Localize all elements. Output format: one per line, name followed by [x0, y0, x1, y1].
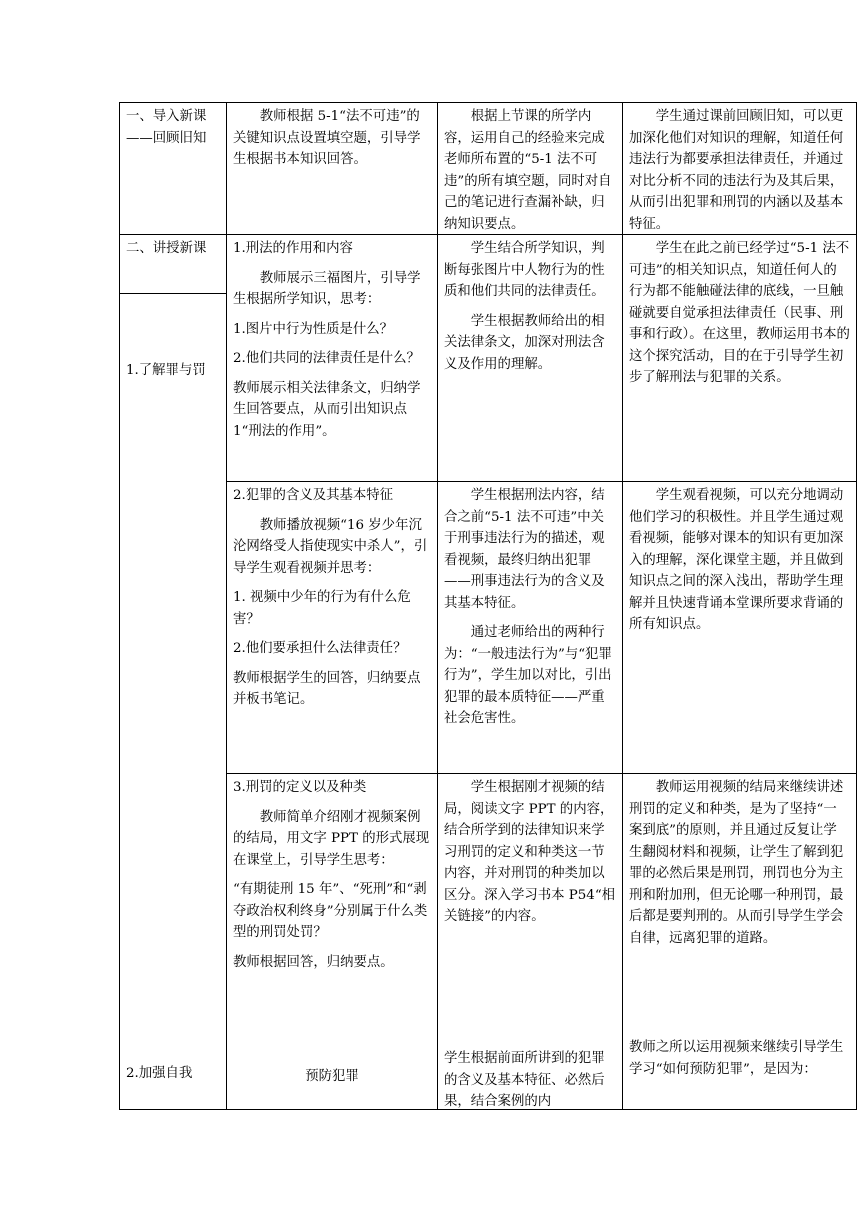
row2-teacher-summary: 教师展示相关法律条文，归纳学生回答要点，从而引出知识点 1“刑法的作用”。	[233, 380, 421, 439]
row2-intent-cell	[623, 235, 856, 397]
row4-student-cell	[438, 774, 622, 936]
row4-student-text-2: 学生根据前面所讲到的犯罪的含义及基本特征、必然后果，结合案例的内	[444, 1051, 605, 1109]
row3-teacher-summary: 教师根据学生的回答，归纳要点并板书笔记。	[233, 670, 421, 707]
row3-intent-cell	[623, 482, 856, 644]
row2-teacher-text: 教师展示三福图片，引导学生根据所学知识，思考：	[233, 270, 421, 307]
row4-stage-cell	[120, 1060, 226, 1093]
row1-teacher-text: 教师根据 5-1“法不可违”的关键知识点设置填空题，引导学生根据书本知识回答。	[233, 109, 421, 167]
row4-prevention-cell	[227, 1063, 437, 1096]
row4-teacher-heading: 3.刑罚的定义以及种类	[233, 780, 367, 795]
row1-student-text: 根据上节课的所学内容，运用自己的经验来完成老师所布置的“5-1 法不可违”的所有填空题，同时对自己的笔记进行查漏补缺，归纳知识要点。	[444, 109, 612, 232]
row1-intent-cell	[623, 103, 856, 243]
row4-teacher-cell	[227, 774, 437, 981]
row3-student-text-2: 通过老师给出的两种行为：“一般违法行为”与“犯罪行为”，学生加以对比，引出犯罪的最本质特征——严重社会危害性。	[444, 625, 612, 726]
row3-teacher-text: 教师播放视频“16 岁少年沉沦网络受人指使现实中杀人”，引导学生观看视频并思考：	[233, 517, 428, 576]
row2-question-1: 1.图片中行为性质是什么？	[233, 321, 394, 337]
row2-intent-text: 学生在此之前已经学过“5-1 法不可违”的相关知识点，知道任何人的行为都不能触碰法律的底线，一旦触碰就要自觉承担法律责任（民事、刑事和行政）。在这里，教师运用书本的这个探究活动，目的在于引导学生初步了解刑法与犯罪的关系。	[629, 241, 850, 385]
row3-question-1: 1. 视频中少年的行为有什么危害？	[233, 590, 411, 627]
row1-intent-text: 学生通过课前回顾旧知，可以更加深化他们对知识的理解，知道任何违法行为都要承担法律责任，并通过对比分析不同的违法行为及其后果，从而引出犯罪和刑罚的内涵以及基本特征。	[629, 109, 844, 232]
row3-teacher-heading: 2.犯罪的含义及其基本特征	[233, 488, 394, 503]
row3-question-2: 2.他们要承担什么法律责任？	[233, 641, 407, 656]
row4-teacher-text: 教师简单介绍刚才视频案例的结局，用文字 PPT 的形式展现在课堂上，引导学生思考：	[233, 809, 430, 868]
row2-student-cell	[438, 235, 622, 383]
row4-intent-text-1: 教师运用视频的结局来继续讲述刑罚的定义和种类，是为了坚持“一案到底”的原则，并且通过反复让学生翻阅材料和视频，让学生了解到犯罪的必然后果是刑罚，刑罚也分为主刑和附加刑，但无论哪一种刑罚，最后都是要判刑的。从而引导学生学会自律，远离犯罪的道路。	[629, 780, 844, 946]
row2-teacher-heading: 1.刑法的作用和内容	[233, 241, 353, 256]
row4-teacher-summary: 教师根据回答，归纳要点。	[233, 954, 394, 970]
row1-stage-text: 一、导入新课——回顾旧知	[126, 109, 207, 146]
row3-intent-text: 学生观看视频，可以充分地调动他们学习的积极性。并且学生通过观看视频，能够对课本的知识有更加深入的理解，深化课堂主题，并且做到知识点之间的深入浅出，帮助学生理解并且快速背诵本堂课所要求背诵的所有知识点。	[629, 488, 844, 632]
row2-student-text-1: 学生结合所学知识，判断每张图片中人物行为的性质和他们共同的法律责任。	[444, 241, 605, 299]
row3-student-text-1: 学生根据刑法内容，结合之前“5-1 法不可违”中关于刑事违法行为的描述，观看视频，最终归纳出犯罪——刑事违法行为的含义及其基本特征。	[444, 488, 605, 611]
row4-intent-cell-2	[623, 1034, 856, 1088]
row4-intent-text-2: 教师之所以运用视频来继续引导学生学习“如何预防犯罪”，是因为：	[629, 1040, 844, 1077]
row2-teacher-cell	[227, 235, 437, 450]
row1-teacher-cell	[227, 103, 437, 179]
row1-stage-cell	[120, 103, 226, 157]
row4-student-text-1: 学生根据刚才视频的结局，阅读文字 PPT 的内容，结合所学到的法律知识来学习刑罚的定义和种类这一节内容，并对刑罚的种类加以区分。深入学习书本 P54“相关链接”的内容。	[444, 780, 616, 924]
row2-student-text-2: 学生根据教师给出的相关法律条文，加深对刑法含义及作用的理解。	[444, 313, 605, 372]
row4-question: “有期徒刑 15 年”、“死刑”和“剥夺政治权利终身”分别属于什么类型的刑罚处罚？	[233, 882, 428, 940]
row4-intent-cell	[623, 774, 856, 957]
row1-student-cell	[438, 103, 622, 243]
row2-question-2: 2.他们共同的法律责任是什么？	[233, 351, 420, 366]
row4-prevention-heading: 预防犯罪	[305, 1069, 359, 1084]
row4-student-cell-2	[438, 1045, 622, 1121]
row3-teacher-cell	[227, 482, 437, 719]
row2-stage-cell	[120, 235, 226, 268]
row2-substage-cell	[120, 357, 226, 390]
row2-stage-text: 二、讲授新课	[126, 241, 207, 256]
row3-student-cell	[438, 482, 622, 738]
row2-substage-text: 1.了解罪与罚	[126, 363, 206, 378]
row4-stage-text: 2.加强自我	[126, 1066, 193, 1081]
